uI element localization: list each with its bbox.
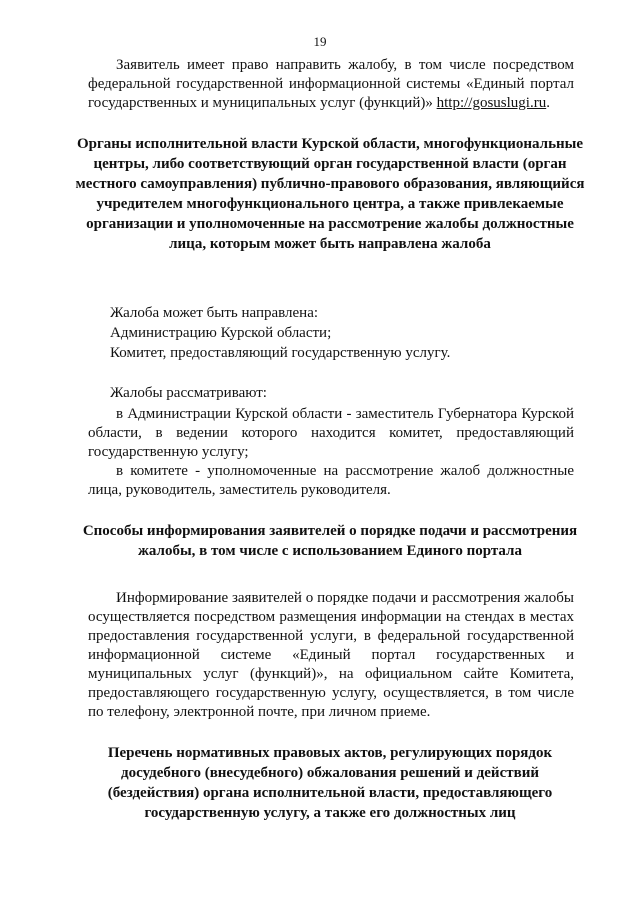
section2-paragraph: Информирование заявителей о порядке подачи и рассмотрения жалобы осуществляется посредством размещения информации на стендах в местах предоставления государственной услуги, в федеральной государственной информационной системе «Единый портал государственных и муниципальных услуг (функций)», на официальном сайте Комитета, предоставляющего государственную услугу, осуществляется, в том числе по телефону, электронной почте, при личном приеме. [88,590,574,720]
review-title: Жалобы рассматривают: [110,385,267,401]
review-item-2: в комитете - уполномоченные на рассмотрение жалоб должностные лица, руководитель, заместитель руководителя. [88,463,574,498]
review-item-1: в Администрации Курской области - заместитель Губернатора Курской области, в ведении которого находится комитет, предоставляющий государственную услугу; [88,406,574,460]
intro-paragraph [88,56,574,113]
section2-heading: Способы информирования заявителей о порядке подачи и рассмотрения жалобы, в том числе с использованием Единого портала [82,523,578,559]
intro-text: Заявитель имеет право направить жалобу, в том числе посредством федеральной государственной информационной системы «Единый портал государственных и муниципальных услуг (функций)» [88,57,574,111]
section1-heading: Органы исполнительной власти Курской области, многофункциональные центры, либо соответствующий орган государственной власти (орган местного самоуправления) публично-правового образования, являющийся учредителем многофункционального центра, а также привлекаемые организации и уполномоченные на рассмотрение жалобы должностные лица, которым может быть направлена жалоба [75,136,585,252]
page-number: 19 [313,34,327,49]
intro-end: . [546,95,550,111]
gosuslugi-link[interactable]: http://gosuslugi.ru [436,95,547,111]
section3-heading: Перечень нормативных правовых актов, регулирующих порядок досудебного (внесудебного) обжалования решений и действий (бездействия) органа исполнительной власти, предоставляющего государственную услугу, а также его должностных лиц [107,745,553,821]
complaint-line-3: Комитет, предоставляющий государственную услугу. [110,345,451,361]
complaint-line-1: Жалоба может быть направлена: [110,305,319,321]
complaint-line-2: Администрацию Курской области; [110,325,332,341]
